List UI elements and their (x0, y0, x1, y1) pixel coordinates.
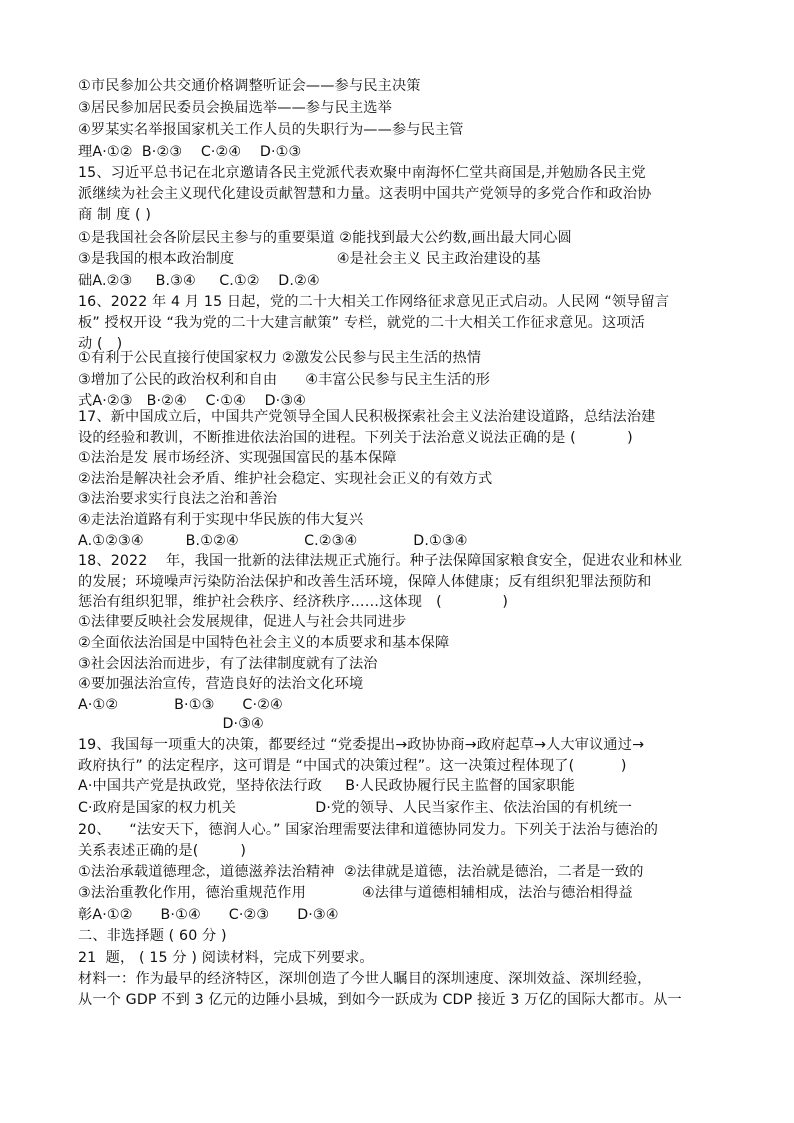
text-line: 二、非选择题 ( 60 分 ) (78, 928, 227, 944)
text-line: 15、习近平总书记在北京邀请各民主党派代表欢聚中南海怀仁堂共商国是,并勉励各民主党 (78, 165, 646, 181)
text-line: C·政府是国家的权力机关 D·党的领导、人民当家作主、依法治国的有机统一 (78, 800, 633, 816)
text-line: 惩治有组织犯罪，维护社会秩序、经济秩序……这体现 ( ) (78, 594, 509, 610)
text-line: D·③④ (78, 716, 264, 732)
text-line: ③增加了公民的政治权利和自由 ④丰富公民参与民主生活的形 (78, 372, 491, 388)
text-line: A·中国共产党是执政党，坚持依法行政 B·人民政协履行民主监督的国家职能 (78, 778, 575, 794)
text-line: ④走法治道路有利于实现中华民族的伟大复兴 (78, 512, 364, 528)
text-line: 20、 “法安天下，德润人心。” 国家治理需要法律和道德协同发力。下列关于法治与德治的 (78, 822, 659, 838)
text-line: ④要加强法治宣传，营造良好的法治文化环境 (78, 676, 364, 692)
text-line: 16、2022 年 4 月 15 日起，党的二十大相关工作网络征求意见正式启动。人民网 “领导留言 (78, 294, 670, 310)
text-line: 础A.②③ B.③④ C.①② D.②④ (78, 273, 320, 289)
text-line: ①市民参加公共交通价格调整听证会——参与民主决策 (78, 78, 421, 94)
text-line: 派继续为社会主义现代化建设贡献智慧和力量。这表明中国共产党领导的多党合作和政治协 (78, 186, 652, 202)
text-line: ②全面依法治国是中国特色社会主义的本质要求和基本保障 (78, 635, 450, 651)
text-line: 从一个 GDP 不到 3 亿元的边陲小县城，到如今一跃成为 CDP 接近 3 万亿的国际大都市。从一 (78, 992, 682, 1008)
text-line: ①法律要反映社会发展规律，促进人与社会共同进步 (78, 614, 407, 630)
text-line: ③法治要求实行良法之治和善治 (78, 491, 278, 507)
text-line: 18、2022 年，我国一批新的法律法规正式施行。种子法保障国家粮食安全，促进农业和林业 (78, 553, 683, 569)
text-line: 政府执行” 的法定程序，这可谓是 “中国式的决策过程”。这一决策过程体现了( ) (78, 758, 627, 774)
text-line: 板” 授权开设 “我为党的二十大建言献策” 专栏，就党的二十大相关工作征求意见。这项活 (78, 315, 645, 331)
text-line: 彰A·①② B·①④ C·②③ D·③④ (78, 907, 339, 923)
text-line: 的发展；环境噪声污染防治法保护和改善生活环境，保障人体健康；反有组织犯罪法预防和 (78, 574, 652, 590)
text-line: 商 制 度 ( ) (78, 207, 152, 223)
text-line: 关系表述正确的是( ) (78, 843, 247, 859)
text-line: ①有利于公民直接行使国家权力 ②激发公民参与民主生活的热情 (78, 350, 482, 366)
text-line: A·①② B·①③ C·②④ (78, 697, 283, 713)
text-line: ①是我国社会各阶层民主参与的重要渠道 ②能找到最大公约数,画出最大同心圆 (78, 230, 572, 246)
text-line: 理A·①② B·②③ C·②④ D·①③ (78, 144, 302, 160)
text-line: 17、新中国成立后，中国共产党领导全国人民积极探索社会主义法治建设道路，总结法治建 (78, 409, 656, 425)
text-line: ④罗某实名举报国家机关工作人员的失职行为——参与民主管 (78, 122, 464, 138)
text-line: 21 题， ( 15 分 ) 阅读材料，完成下列要求。 (78, 950, 374, 966)
text-line: 19、我国每一项重大的决策，都要经过 “党委提出→政协协商→政府起草→人大审议通过→ (78, 737, 645, 753)
text-line: ①法治是发 展市场经济、实现强国富民的基本保障 (78, 450, 397, 466)
text-line: 材料一：作为最早的经济特区，深圳创造了今世人瞩目的深圳速度、深圳效益、深圳经验， (78, 971, 652, 987)
text-line: A.①②③④ B.①②④ C.②③④ D.①③④ (78, 533, 468, 549)
text-line: 式A·②③ B·②④ C·①④ D·③④ (78, 393, 307, 409)
text-line: ①法治承载道德理念，道德滋养法治精神 ②法律就是道德，法治就是德治，二者是一致的 (78, 864, 644, 880)
text-line: 动 ( ) (78, 336, 123, 352)
text-line: ③居民参加居民委员会换届选举——参与民主选举 (78, 100, 392, 116)
text-line: ②法治是解决社会矛盾、维护社会稳定、实现社会正义的有效方式 (78, 471, 493, 487)
text-line: ③是我国的根本政治制度 ④是社会主义 民主政治建设的基 (78, 251, 541, 267)
text-line: 设的经验和教训，不断推进依法治国的进程。下列关于法治意义说法正确的是 ( ) (78, 430, 633, 446)
text-line: ③法治重教化作用，德治重规范作用 ④法律与道德相辅相成，法治与德治相得益 (78, 885, 633, 901)
text-line: ③社会因法治而进步，有了法律制度就有了法治 (78, 656, 378, 672)
